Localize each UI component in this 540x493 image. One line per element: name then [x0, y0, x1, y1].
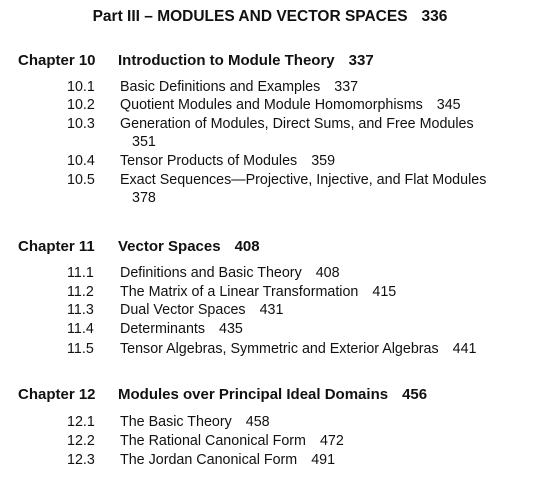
section-page-continued: 351: [132, 134, 156, 150]
part-page: 336: [421, 8, 448, 25]
section-number: 12.2: [67, 433, 95, 449]
section-page: 491: [311, 452, 336, 468]
section-page: 337: [334, 79, 359, 95]
section-number: 10.2: [67, 97, 95, 113]
section-number: 12.1: [67, 414, 95, 430]
chapter-page: 456: [402, 386, 428, 403]
section-number: 11.5: [67, 341, 94, 357]
section-title: Tensor Products of Modules: [120, 153, 298, 169]
section-title: Tensor Algebras, Symmetric and Exterior Algebras: [120, 341, 439, 357]
section-number: 10.5: [67, 172, 95, 188]
section-title: Definitions and Basic Theory: [120, 265, 302, 281]
section-page: 458: [245, 414, 270, 430]
section-number: 12.3: [67, 452, 95, 468]
section-title: The Jordan Canonical Form: [120, 452, 298, 468]
section-page: 441: [452, 341, 477, 357]
section-title: The Matrix of a Linear Transformation: [120, 284, 359, 300]
part-title: Part III – MODULES AND VECTOR SPACES: [92, 8, 408, 25]
section-title: Quotient Modules and Module Homomorphisms: [120, 97, 423, 113]
section-page: 345: [436, 97, 461, 113]
section-page: 435: [219, 321, 243, 337]
section-page: 472: [319, 433, 344, 449]
section-number: 11.1: [67, 265, 94, 281]
section-title: Generation of Modules, Direct Sums, and Free Modules: [120, 116, 474, 132]
section-title: The Rational Canonical Form: [120, 433, 306, 449]
section-title: Determinants: [120, 321, 206, 337]
section-page-continued: 378: [132, 190, 156, 206]
chapter-number: Chapter 11: [18, 238, 95, 255]
chapter-page: 337: [348, 52, 374, 69]
chapter-page: 408: [234, 238, 260, 255]
chapter-title: Vector Spaces: [118, 238, 221, 255]
section-title: Exact Sequences—Projective, Injective, and Flat Modules: [120, 172, 487, 188]
section-number: 11.3: [67, 302, 94, 318]
chapter-title: Introduction to Module Theory: [118, 52, 335, 69]
section-page: 408: [315, 265, 340, 281]
section-title: Dual Vector Spaces: [120, 302, 246, 318]
section-title: Basic Definitions and Examples: [120, 79, 321, 95]
section-number: 10.4: [67, 153, 95, 169]
chapter-title: Modules over Principal Ideal Domains: [118, 386, 389, 403]
chapter-number: Chapter 10: [18, 52, 96, 69]
section-title: The Basic Theory: [120, 414, 232, 430]
section-page: 359: [311, 153, 336, 169]
toc-part-heading: [0, 7, 540, 26]
section-page: 415: [372, 284, 397, 300]
section-number: 11.2: [67, 284, 94, 300]
section-number: 10.1: [67, 79, 95, 95]
section-number: 11.4: [67, 321, 94, 337]
section-page: 431: [259, 302, 284, 318]
chapter-number: Chapter 12: [18, 386, 96, 403]
section-number: 10.3: [67, 116, 95, 132]
